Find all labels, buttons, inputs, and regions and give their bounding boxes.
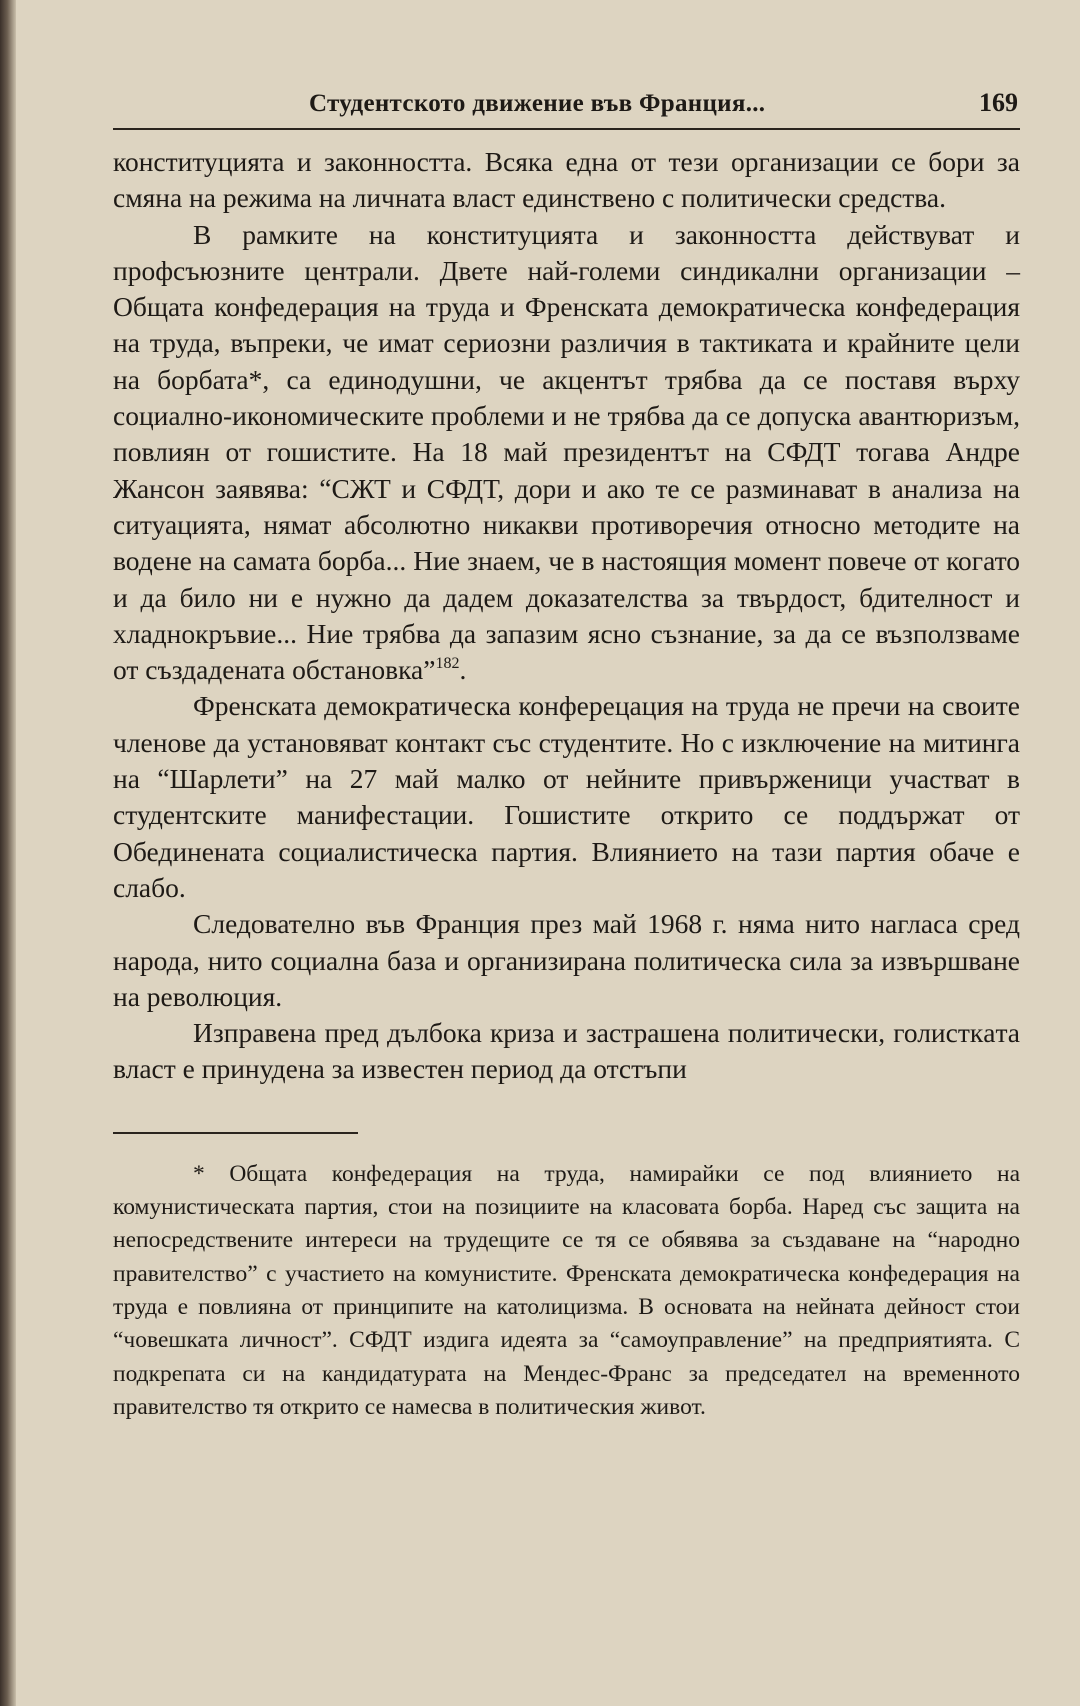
footnote-divider <box>113 1132 358 1134</box>
book-page <box>113 78 1020 1448</box>
paragraph-gaullist-power <box>113 1015 1020 1088</box>
paragraph-end-punctuation: . <box>459 654 467 686</box>
paragraph-conclusion <box>113 906 1020 1015</box>
paragraph-text: Следователно във Франция през май 1968 г. няма нито нагласа сред народа, нито социална база и организирана политическа сила за извършване на революция. <box>113 908 1020 1012</box>
paragraph-continuation <box>113 144 1020 217</box>
paragraph-text: В рамките на конституцията и законността действуват и профсъюзните централи. Двете най-големи синдикални организации – Общата конфедерация на труда и Френската демократическа конфедерация на труда, въпреки, че имат сериозни различия в тактиката и крайните цели на борбата*, са единодушни, че акцентът трябва да се поставя върху социално-икономическите проблеми и не трябва да се допуска авантюризъм, повлиян от гошистите. На 18 май президентът на СФДТ тогава Андре Жансон заявява: “СЖТ и СФДТ, дори и ако те се разминават в анализа на ситуацията, нямат абсолютно никакви противоречия относно методите на водене на самата борба... Ние знаем, че в настоящия момент повече от когато и да било ни е нужно да дадем доказателства за твърдост, бдителност и хладнокръвие... Ние трябва да запазим ясно съзнание, за да се възползваме от създадената обстановка” <box>113 218 1020 686</box>
body-text <box>113 144 1020 1088</box>
running-title: Студентското движение във Франция... <box>309 90 766 117</box>
book-binding-shadow <box>0 0 16 1706</box>
paragraph-text: Изправена пред дълбока криза и застрашена политически, голисткaта власт е принудена за известен период да отстъпи <box>113 1017 1020 1085</box>
paragraph-trade-unions <box>113 217 1020 689</box>
page-number: 169 <box>979 88 1018 117</box>
footnote: * Общата конфедерация на труда, намирайки се под влиянието на комунистическата партия, стои на позициите на класовата борба. Наред със защита на непосредствените интереси на трудещите се тя се обявява за създаване на “народно правителство” с участието на комунистите. Френската демократическа конфедерация на труда е повлияна от принципите на католицизма. В основата на нейната дейност стои “човешката личност”. СФДТ издига идеята за “самоуправление” на предприятията. С подкрепата си на кандидатурата на Мендес-Франс за председател на временното правителство тя открито се намесва в политическия живот. <box>113 1160 1020 1420</box>
paragraph-cfdt <box>113 688 1020 906</box>
running-head <box>113 78 1020 130</box>
endnote-reference: 182 <box>435 655 460 673</box>
paragraph-text: конституцията и законността. Всяка една от тези организации се бори за смяна на режима на личната власт единствено с политически средства. <box>113 146 1020 214</box>
paragraph-text: Френската демократическа конферецация на труда не пречи на своите членове да установяват контакт със студентите. Но с изключение на митинга на “Шарлети” на 27 май малко от нейните привърженици участват в студентските манифестации. Гошистите открито се поддържат от Обединената социалистическа партия. Влиянието на тази партия обаче е слабо. <box>113 690 1020 903</box>
